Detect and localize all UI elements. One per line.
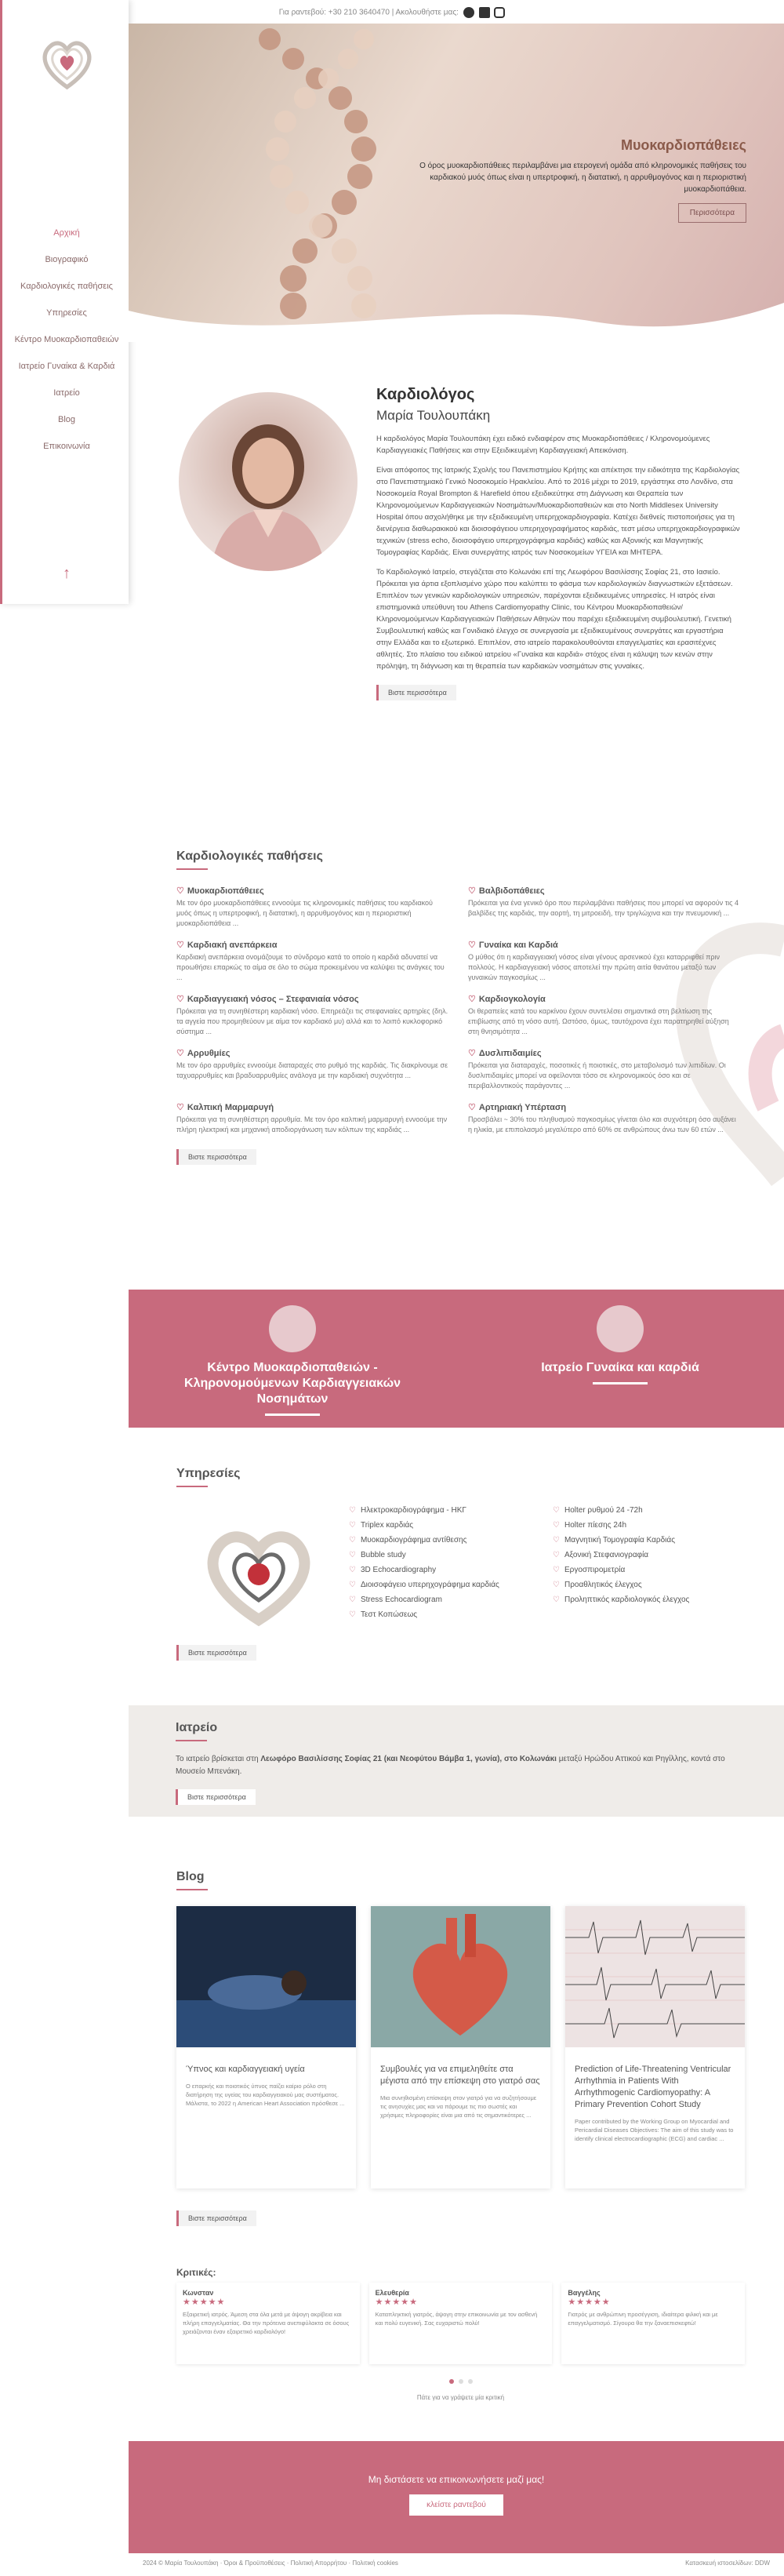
bio-paragraph: Η καρδιολόγος Μαρία Τουλουπάκη έχει ειδικό ενδιαφέρον στις Μυοκαρδιοπάθειες / Κληρονομούμενες Καρδιαγγειακές Παθήσεις και στην Εξειδικευμένη Καρδιαγγειακή Απεικόνιση.	[376, 435, 710, 455]
nav-item-home[interactable]: Αρχική	[53, 228, 80, 238]
doctor-bio	[376, 386, 740, 700]
bio-paragraph: Είναι απόφοιτος της Ιατρικής Σχολής του Πανεπιστημίου Κρήτης και απέκτησε την ειδικότητα της Καρδιολογίας στο Πανεπιστημιακό Γενικό Νοσοκομείο Ηρακλείου. Από το 2016 μέχρι το 2019, εργάστηκε στο Λονδίνο, στα Νοσοκομεία Royal Brompton & Harefield όπου εξειδικεύτηκε στη Διάγνωση και Θεραπεία των Κληρονομούμενων Καρδιαγγειακών Νοσημάτων/Μυοκαρδιοπαθειών και στο North Middlesex University Hospital όπου ασχολήθηκε με την εξειδικευμένη υπερηχοκαρδιογραφία. Κατέχει διεθνείς πιστοποιήσεις για τη διενέργεια διαθωρακικού και διοισοφάγειου υπερηχογραφήματος καρδιάς, τεστ μέσω υπερηχοκαρδιογραφικών τεχνικών (stress echo, διοισοφάγειο υπερηχογράφημα καρδιάς) καθώς και Αξονικής και Μαγνητικής Τομογραφίας Καρδιάς. Είναι συνεργάτης ιατρός των Νοσοκομείων ΥΓΕΙΑ και ΜΗΤΕΡΑ.	[376, 466, 740, 557]
condition-item[interactable]: ♡ Δυσλιπιδαιμίες Πρόκειται για διαταραχές, ποσοτικές ή ποιοτικές, στο μεταβολισμό των λιπιδίων. Οι δυσλιπιδαιμίες μπορεί να οφείλονται τόσο σε κληρονομικούς όσο και σε περιβαλλοντικούς παράγοντες ...	[468, 1048, 741, 1091]
blog-section	[176, 1870, 745, 2226]
contact-cta	[129, 2441, 784, 2553]
condition-item[interactable]: ♡ Καλπική Μαρμαρυγή Πρόκειται για τη συνηθέστερη αρρυθμία. Με τον όρο καλπική μαρμαρυγή εννοούμε την πλήρη ηλεκτρική και μηχανική αποδιοργάνωση των κόλπων της καρδιάς ...	[176, 1102, 449, 1135]
service-item[interactable]: ♡ Triplex καρδιάς	[349, 1521, 499, 1536]
woman-heart-icon	[597, 1305, 644, 1352]
footer	[129, 2553, 784, 2576]
instagram-icon[interactable]	[494, 7, 505, 18]
specialty-band	[129, 1290, 784, 1428]
clinic-address: Το ιατρείο βρίσκεται στη Λεωφόρο Βασιλίσσης Σοφίας 21 (και Νεοφύτου Βάμβα 1, γωνία), στο Κολωνάκι μεταξύ Ηρώδου Αττικού και Ρηγίλλης, κοντά στο Μουσείο Μπενάκη.	[176, 1755, 725, 1776]
blog-more-button[interactable]: Βιστε περισσότερα	[176, 2210, 256, 2226]
facebook-icon[interactable]	[463, 7, 474, 18]
contact-text: Για ραντεβού: +30 210 3640470 | Ακολουθήστε μας:	[278, 8, 459, 17]
hero-banner	[129, 24, 784, 342]
service-item[interactable]: ♡ Εργοσπιρομετρία	[553, 1566, 689, 1581]
service-item[interactable]: ♡ Μυοκαρδιογράφημα αντίθεσης	[349, 1536, 499, 1551]
service-item[interactable]: ♡ Ηλεκτροκαρδιογράφημα - ΗΚΓ	[349, 1506, 499, 1521]
services-list-1	[349, 1506, 499, 1625]
heart-ecg-icon	[269, 1305, 316, 1352]
cardiomyopathy-center-link[interactable]	[129, 1290, 456, 1428]
stethoscope-heart-image	[200, 1518, 318, 1628]
clinic-more-button[interactable]: Βιστε περισσότερα	[176, 1789, 256, 1805]
service-item[interactable]: ♡ Holter πίεσης 24h	[553, 1521, 689, 1536]
clinic-title: Ιατρείο	[176, 1721, 218, 1734]
condition-item[interactable]: ♡ Γυναίκα και Καρδιά Ο μύθος ότι η καρδιαγγειακή νόσος είναι γένους αρσενικού έχει καταρριφθεί πριν πολλούς. Η καρδιαγγειακή νόσος αποτελεί την πρώτη αιτία θανάτου μεταξύ των γυναικών παγκοσμίως ...	[468, 940, 741, 983]
review-card: Ελευθερία ★★★★★ Καταπληκτική γιατρός, άψογη στην επικοινωνία με τον ασθενή και πολύ ευγενική. Σας ευχαριστώ πολύ!	[369, 2283, 553, 2364]
title-underline	[176, 868, 208, 870]
nav-item-blog[interactable]: Blog	[57, 415, 76, 424]
service-item[interactable]: ♡ 3D Echocardiography	[349, 1566, 499, 1581]
nav-item-clinic[interactable]: Ιατρείο	[53, 388, 80, 398]
heart-anatomy-image	[371, 1906, 550, 2047]
nav-item-contact[interactable]: Επικοινωνία	[43, 442, 90, 451]
condition-item[interactable]: ♡ Καρδιογκολογία Οι θεραπείες κατά του καρκίνου έχουν συντελέσει σημαντικά στη βελτίωση της επιβίωσης από τη νόσο αυτή. Ωστόσο, όμως, ταυτόχρονα έχει παρατηρηθεί αύξηση στη θνησιμότητα ...	[468, 994, 741, 1037]
condition-item[interactable]: ♡ Καρδιαγγειακή νόσος – Στεφανιαία νόσος Πρόκειται για τη συνηθέστερη καρδιακή νόσο. Επηρεάζει τις στεφανιαίες αρτηρίες (δηλ. τα αγγεία που προμηθεύουν με αίμα τον καρδιακό μυ) αλλά και το λοιπό κυκλοφορικό σύστημα ...	[176, 994, 449, 1037]
logo-heart-icon[interactable]	[38, 35, 96, 94]
nav-item-bio[interactable]: Βιογραφικό	[45, 255, 89, 264]
reviews-title: Κριτικές:	[176, 2267, 216, 2278]
condition-item[interactable]: ♡ Αρρυθμίες Με τον όρο αρρυθμίες εννοούμε διαταραχές στο ρυθμό της καρδιάς. Τις διακρίνουμε σε ταχυαρρυθμίες και βραδυαρρυθμίες ανάλογα με την καρδιακή συχνότητα ...	[176, 1048, 449, 1091]
condition-item[interactable]: ♡ Καρδιακή ανεπάρκεια Καρδιακή ανεπάρκεια ονομάζουμε το σύνδρομο κατά το οποίο η καρδιά αδυνατεί να προωθήσει επαρκώς το αίμα σε όλο το σώμα προκειμένου να καλύψει τις ανάγκες του ...	[176, 940, 449, 983]
women-heart-link[interactable]	[456, 1290, 784, 1428]
service-item[interactable]: ♡ Stress Echocardiogram	[349, 1595, 499, 1610]
conditions-title: Καρδιολογικές παθήσεις	[176, 850, 323, 863]
nav-item-women-heart[interactable]: Ιατρείο Γυναίκα & Καρδιά	[18, 362, 115, 371]
hero-wave-divider	[129, 287, 784, 342]
blog-title: Blog	[176, 1870, 205, 1883]
conditions-more-button[interactable]: Βιστε περισσότερα	[176, 1149, 256, 1165]
blog-post[interactable]: Συμβουλές για να επιμεληθείτε στα μέγιστα από την επίσκεψη στο γιατρό σας Μια συνηθισμένη επίσκεψη στον γιατρό για να συζητήσουμε τις ανησυχίες μας και να πάρουμε τις πιο σωστές και χρήσιμες πληροφορίες είναι μια από τις σημαντικότερες ...	[371, 1906, 550, 2189]
blog-post[interactable]: Prediction of Life-Threatening Ventricular Arrhythmia in Patients With Arrhythmogenic Cardiomyopathy: A Primary Prevention Cohort Study Paper contributed by the Working Group on Myocardial and Pericardial Diseases Objectives: The aim of this study was to identify clinical electrocardiographic (ECG) and cardiac ...	[565, 1906, 745, 2189]
doctor-title: Καρδιολόγος	[376, 386, 475, 403]
service-item[interactable]: ♡ Προληπτικός καρδιολογικός έλεγχος	[553, 1595, 689, 1610]
conditions-section	[176, 850, 741, 1165]
service-item[interactable]: ♡ Bubble study	[349, 1551, 499, 1566]
cta-text: Μη διστάσετε να επικοινωνήσετε μαζί μας!	[368, 2474, 545, 2485]
footer-links[interactable]: 2024 © Μαρία Τουλουπάκη · Όροι & Προϋποθέσεις · Πολιτική Απορρήτου · Πολιτική cookies	[143, 2560, 398, 2567]
linkedin-icon[interactable]	[479, 7, 490, 18]
hero-text	[417, 137, 746, 223]
service-item[interactable]: ♡ Holter ρυθμού 24 -72h	[553, 1506, 689, 1521]
services-more-button[interactable]: Βιστε περισσότερα	[176, 1645, 256, 1661]
footer-credit[interactable]: Κατασκευή ιστοσελίδων: DDW	[685, 2560, 770, 2567]
hero-description: Ο όρος μυοκαρδιοπάθειες περιλαμβάνει μια ετερογενή ομάδα από κληρονομικές παθήσεις του καρδιακού μυός όπως είναι η υπερτροφική, η διατατική, η αρρυθμογόνος και η περιοριστική μυοκαρδιοπάθεια.	[419, 162, 746, 194]
reviews-section	[176, 2267, 745, 2401]
review-card: Κωνσταν ★★★★★ Εξαιρετική ιατρός. Άμεση στα όλα μετά με άψογη ακρίβεια και πλήρη επαγγελματίας. Θα την πρότεινα ανεπιφύλακτα σε όσους χρειάζονται έναν εξαιρετικό καρδιολόγο!	[176, 2283, 360, 2364]
service-item[interactable]: ♡ Τεστ Κοπώσεως	[349, 1610, 499, 1625]
nav-item-conditions[interactable]: Καρδιολογικές παθήσεις	[20, 282, 113, 291]
center-title: Κέντρο Μυοκαρδιοπαθειών - Κληρονομούμενων Καρδιαγγειακών Νοσημάτων	[184, 1361, 401, 1406]
scroll-top-arrow-icon[interactable]: ↑	[63, 565, 71, 582]
condition-item[interactable]: ♡ Βαλβιδοπάθειες Πρόκειται για ένα γενικό όρο που περιλαμβάνει παθήσεις που μπορεί να αφορούν τις 4 βαλβίδες της καρδιάς, την αορτή, τη μιτροειδή, την τριγλώχινα και την πνευμονική ...	[468, 886, 741, 929]
hero-title: Μυοκαρδιοπάθειες	[620, 137, 746, 153]
bio-more-button[interactable]: Βιστε περισσότερα	[376, 685, 456, 700]
service-item[interactable]: ♡ Διοισοφάγειο υπερηχογράφημα καρδιάς	[349, 1581, 499, 1595]
blog-post[interactable]: Ύπνος και καρδιαγγειακή υγεία Ο επαρκής και ποιοτικός ύπνος παίζει καίριο ρόλο στη διατήρηση της υγείας του καρδιαγγειακού μας συστήματος. Μάλιστα, το 2022 η American Heart Association πρόσθεσε ...	[176, 1906, 356, 2189]
bio-paragraph: Το Καρδιολογικό Ιατρείο, στεγάζεται στο Κολωνάκι επί της Λεωφόρου Βασιλίσσης Σοφίας 21, στο Ιασιείο. Πρόκειται για άρτια εξοπλισμένο χώρο που καλύπτει το φάσμα των καρδιολογικών διαγνωστικών εξετάσεων. Επιπλέον των γενικών καρδιολογικών υπηρεσιών, παρέχονται εξειδικευμένες υπηρεσίες. Η ιατρός είναι επιστημονικά υπεύθυνη του Athens Cardiomyopathy Clinic, του Κέντρου Μυοκαρδιοπαθειών/ Κληρονομούμενων Καρδιαγγειακών Παθήσεων Αθηνών που παρέχει εξειδικευμένη συμβουλευτική. Γενετική Συμβουλευτική καθώς και Γονιδιακό έλεγχο σε συνεργασία με εξειδικευμένους συνεργάτες και εργαστήρια στην Ελλάδα και το εξωτερικό. Επιπλέον, στο ιατρείο παρακολουθούνται επαγγελματίες και ερασιτέχνες αθλητές. Στο πλαίσιο του ειδικού ιατρείου «Γυναίκα και καρδιά» στόχος είναι η κάλυψη των κενών στην πρόληψη, τη διάγνωση και τη θεραπεία των καρδιακών νοσημάτων στις γυναίκες.	[376, 568, 733, 671]
nav-item-cardiomyopathy-center[interactable]: Κέντρο Μυοκαρδιοπαθειών	[14, 335, 119, 344]
service-item[interactable]: ♡ Μαγνητική Τομογραφία Καρδιάς	[553, 1536, 689, 1551]
doctor-name: Μαρία Τουλουπάκη	[376, 408, 491, 423]
clinic-section	[129, 1705, 784, 1817]
main-nav	[2, 220, 131, 460]
services-list-2	[553, 1506, 689, 1610]
condition-item[interactable]: ♡ Αρτηριακή Υπέρταση Προσβάλει ~ 30% του πληθυσμού παγκοσμίως γίνεται όλο και συχνότερη όσο αυξάνει η ηλικία, με επιπολασμό μεγαλύτερο από 60% σε ανθρώπους άνω των 60 ετών ...	[468, 1102, 741, 1135]
sidebar	[0, 0, 129, 604]
sleeping-person-image	[176, 1906, 356, 2047]
review-card: Βαγγέλης ★★★★★ Γιατρός με ανθρώπινη προσέγγιση, ιδιαίτερα φιλική και με επαγγελματισμό. Σίγουρα θα την ξαναεπισκεφτώ!	[561, 2283, 745, 2364]
carousel-dots[interactable]	[176, 2374, 745, 2388]
service-item[interactable]: ♡ Προαθλητικός έλεγχος	[553, 1581, 689, 1595]
nav-item-services[interactable]: Υπηρεσίες	[46, 308, 87, 318]
google-review-link[interactable]: Πάτε για να γράψετε μία κριτική	[416, 2394, 505, 2401]
services-section	[176, 1467, 757, 1671]
women-heart-title: Ιατρείο Γυναίκα και καρδιά	[541, 1361, 699, 1374]
condition-item[interactable]: ♡ Μυοκαρδιοπάθειες Με τον όρο μυοκαρδιοπάθειες εννοούμε τις κληρονομικές παθήσεις του καρδιακού μυός όπως η υπερτροφική, η διατατική, η αρρυθμογόνος και η περιοριστική μυοκαρδιοπάθεια ...	[176, 886, 449, 929]
service-item[interactable]: ♡ Αξονική Στεφανιογραφία	[553, 1551, 689, 1566]
book-appointment-button[interactable]: κλείστε ραντεβού	[409, 2494, 503, 2516]
doctor-photo	[179, 392, 358, 571]
hero-more-button[interactable]: Περισσότερα	[678, 203, 746, 223]
ecg-paper-image	[565, 1906, 745, 2047]
services-title: Υπηρεσίες	[176, 1467, 241, 1480]
